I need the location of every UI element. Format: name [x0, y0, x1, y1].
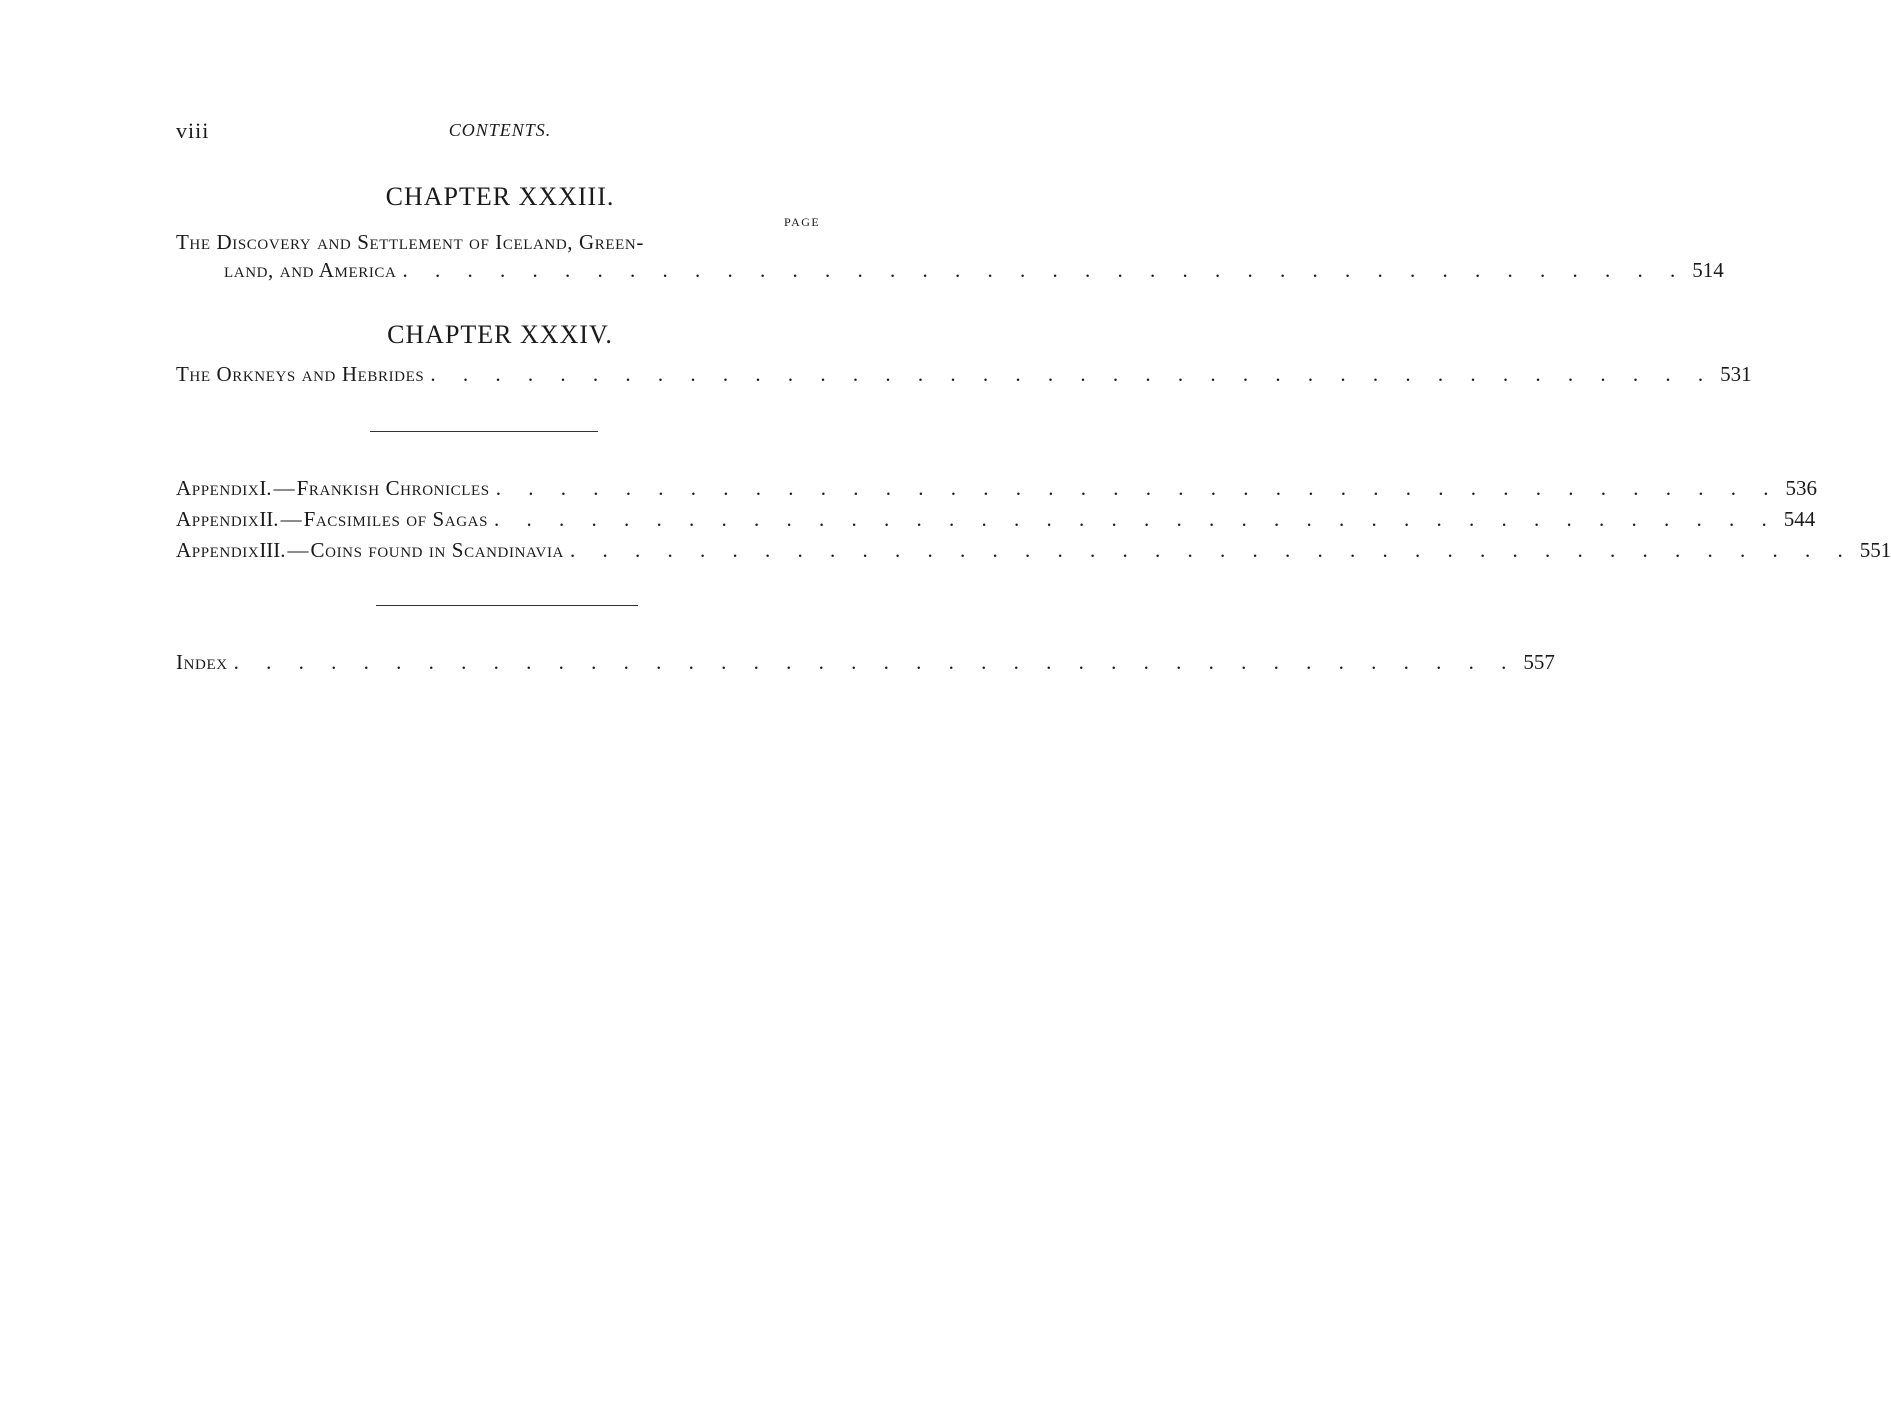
em-dash: — — [280, 507, 302, 531]
dot-leader: . . . . . . . . . . . . . . . . . . . . . . . . . . . . . . . . . . . . . . . . — [233, 650, 1518, 674]
toc-entry-appendix — [176, 536, 1891, 564]
appendix-numeral: II. — [259, 507, 279, 531]
chapter-title-line: The Discovery and Settlement of Iceland, Green- — [176, 230, 644, 254]
dot-leader: . . . . . . . . . . . . . . . . . . . . . . . . . . . . . . . . . . . . . . . . — [430, 362, 1715, 386]
entry-title: land, and America — [224, 258, 397, 282]
entry-title: Index — [176, 650, 228, 674]
entry-page-number: 544 — [1783, 507, 1816, 531]
section-divider — [376, 605, 638, 606]
appendix-label: Appendix — [176, 507, 260, 531]
appendix-label: Appendix — [176, 538, 260, 562]
em-dash: — — [287, 538, 309, 562]
dot-leader: . . . . . . . . . . . . . . . . . . . . . . . . . . . . . . . . . . . . . . . . — [494, 507, 1778, 531]
page-number: viii — [176, 118, 210, 143]
entry-page-number: 531 — [1720, 362, 1752, 386]
toc-entry-appendix — [176, 474, 1817, 502]
toc-entry — [176, 360, 1752, 388]
em-dash: — — [273, 476, 295, 500]
dot-leader: . . . . . . . . . . . . . . . . . . . . . . . . . . . . . . . . . . . . . . . . — [569, 538, 1854, 562]
appendix-label: Appendix — [176, 476, 260, 500]
entry-page-number: 551 — [1859, 538, 1891, 562]
dot-leader: . . . . . . . . . . . . . . . . . . . . . . . . . . . . . . . . . . . . . . . . — [495, 476, 1780, 500]
page-column-label: PAGE — [784, 215, 821, 229]
entry-page-number: 536 — [1785, 476, 1817, 500]
entry-title: Coins found in Scandinavia — [310, 538, 564, 562]
running-title: CONTENTS. — [448, 120, 552, 140]
entry-title: Frankish Chronicles — [296, 476, 490, 500]
appendix-numeral: III. — [259, 538, 286, 562]
dot-leader: . . . . . . . . . . . . . . . . . . . . . . . . . . . . . . . . . . . . . . . . — [402, 258, 1687, 282]
entry-page-number: 514 — [1692, 258, 1724, 282]
toc-entry-index — [176, 648, 1555, 676]
section-divider — [370, 431, 598, 432]
appendix-numeral: I. — [259, 476, 272, 500]
chapter-heading: CHAPTER XXXIV. — [387, 320, 613, 349]
entry-page-number: 557 — [1523, 650, 1555, 674]
entry-title: The Orkneys and Hebrides — [176, 362, 425, 386]
toc-entry-appendix — [176, 505, 1816, 533]
chapter-heading: CHAPTER XXXIII. — [385, 182, 615, 211]
toc-entry — [224, 256, 1724, 284]
entry-title: Facsimiles of Sagas — [303, 507, 489, 531]
